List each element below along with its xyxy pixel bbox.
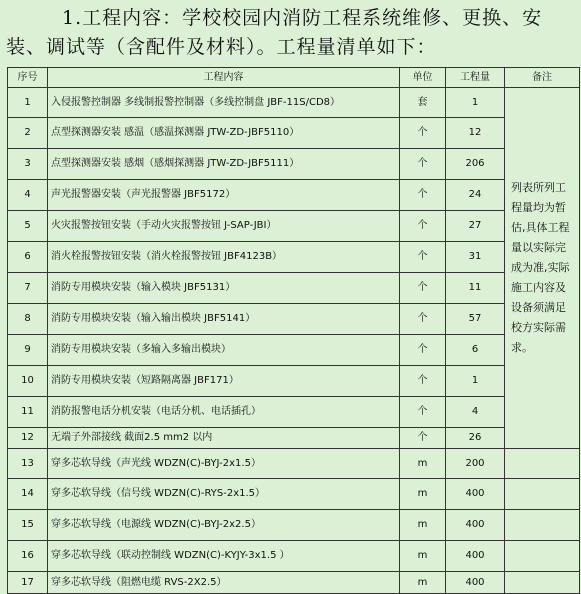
row-number: 4	[8, 180, 48, 211]
row-unit: 个	[400, 211, 446, 242]
row-number: 10	[8, 366, 48, 397]
table-row	[8, 428, 580, 449]
row-number: 7	[8, 273, 48, 304]
table-row	[8, 118, 580, 149]
row-unit: 个	[400, 397, 446, 428]
row-content: 消防报警电话分机安装（电话分机、电话插孔）	[48, 397, 400, 428]
row-quantity: 400	[446, 510, 505, 541]
row-unit: m	[400, 572, 446, 594]
row-content: 穿多芯软导线（阻燃电缆 RVS-2X2.5）	[48, 572, 400, 594]
row-content: 点型探测器安装 感温（感温探测器 JTW-ZD-JBF5110）	[48, 118, 400, 149]
table-row	[8, 88, 580, 118]
row-content: 消火栓报警按钮安装（消火栓报警按钮 JBF4123B）	[48, 242, 400, 273]
table-row	[8, 397, 580, 428]
row-quantity: 31	[446, 242, 505, 273]
row-remark	[505, 541, 580, 572]
row-unit: 个	[400, 149, 446, 180]
row-unit: 套	[400, 88, 446, 118]
row-quantity: 11	[446, 273, 505, 304]
row-unit: m	[400, 449, 446, 479]
row-unit: m	[400, 479, 446, 510]
section-heading	[0, 0, 581, 62]
row-remark	[505, 510, 580, 541]
row-quantity: 400	[446, 541, 505, 572]
heading-line-1: 1.工程内容：学校校园内消防工程系统维修、更换、安	[62, 7, 543, 29]
table-body	[8, 88, 580, 594]
row-number: 2	[8, 118, 48, 149]
row-unit: 个	[400, 118, 446, 149]
row-number: 9	[8, 335, 48, 366]
table-row	[8, 180, 580, 211]
row-quantity: 27	[446, 211, 505, 242]
row-number: 15	[8, 510, 48, 541]
row-quantity: 24	[446, 180, 505, 211]
row-content: 入侵报警控制器 多线制报警控制器（多线控制盘 JBF-11S/CD8）	[48, 88, 400, 118]
row-unit: 个	[400, 180, 446, 211]
table-row	[8, 572, 580, 594]
row-content: 穿多芯软导线（联动控制线 WDZN(C)-KYJY-3x1.5 ）	[48, 541, 400, 572]
row-number: 5	[8, 211, 48, 242]
row-quantity: 206	[446, 149, 505, 180]
row-content: 声光报警器安装（声光报警器 JBF5172）	[48, 180, 400, 211]
row-content: 消防专用模块安装（输入输出模块 JBF5141）	[48, 304, 400, 335]
row-number: 3	[8, 149, 48, 180]
row-number: 11	[8, 397, 48, 428]
row-quantity: 26	[446, 428, 505, 449]
row-number: 13	[8, 449, 48, 479]
remark-note: 列表所列工程量均为暂估,具体工程量以实际完成为准,实际施工内容及设备须满足校方实际需求。	[505, 88, 580, 449]
header-content: 工程内容	[48, 68, 400, 88]
table-row	[8, 479, 580, 510]
heading-line-2: 装、调试等（含配件及材料）。工程量清单如下：	[6, 36, 437, 58]
row-content: 点型探测器安装 感烟（感烟探测器 JTW-ZD-JBF5111）	[48, 149, 400, 180]
row-number: 12	[8, 428, 48, 449]
row-quantity: 400	[446, 572, 505, 594]
row-content: 穿多芯软导线（声光线 WDZN(C)-BYJ-2x1.5）	[48, 449, 400, 479]
table-header-row	[8, 68, 580, 88]
row-number: 16	[8, 541, 48, 572]
row-unit: 个	[400, 273, 446, 304]
row-quantity: 6	[446, 335, 505, 366]
row-content: 消防专用模块安装（多输入多输出模块）	[48, 335, 400, 366]
row-unit: 个	[400, 428, 446, 449]
row-number: 17	[8, 572, 48, 594]
row-unit: m	[400, 510, 446, 541]
table-row	[8, 304, 580, 335]
quantity-table	[7, 67, 580, 594]
row-quantity: 1	[446, 366, 505, 397]
row-quantity: 1	[446, 88, 505, 118]
row-content: 无端子外部接线 截面2.5 mm2 以内	[48, 428, 400, 449]
row-unit: 个	[400, 366, 446, 397]
row-quantity: 57	[446, 304, 505, 335]
table-row	[8, 510, 580, 541]
header-note: 备注	[505, 68, 580, 88]
table-row	[8, 335, 580, 366]
table-row	[8, 149, 580, 180]
row-quantity: 4	[446, 397, 505, 428]
row-remark	[505, 449, 580, 479]
row-remark	[505, 479, 580, 510]
header-no: 序号	[8, 68, 48, 88]
row-quantity: 12	[446, 118, 505, 149]
row-content: 穿多芯软导线（电源线 WDZN(C)-BYJ-2x2.5）	[48, 510, 400, 541]
row-number: 8	[8, 304, 48, 335]
row-number: 6	[8, 242, 48, 273]
table-row	[8, 366, 580, 397]
row-unit: 个	[400, 335, 446, 366]
table-row	[8, 273, 580, 304]
row-quantity: 200	[446, 449, 505, 479]
row-content: 火灾报警按钮安装（手动火灾报警按钮 J-SAP-JBI）	[48, 211, 400, 242]
table-row	[8, 449, 580, 479]
header-qty: 工程量	[446, 68, 505, 88]
row-number: 14	[8, 479, 48, 510]
row-unit: 个	[400, 304, 446, 335]
row-quantity: 400	[446, 479, 505, 510]
row-unit: 个	[400, 242, 446, 273]
table-row	[8, 541, 580, 572]
row-remark	[505, 572, 580, 594]
row-content: 穿多芯软导线（信号线 WDZN(C)-RYS-2x1.5）	[48, 479, 400, 510]
row-content: 消防专用模块安装（输入模块 JBF5131）	[48, 273, 400, 304]
row-content: 消防专用模块安装（短路隔离器 JBF171）	[48, 366, 400, 397]
table-row	[8, 242, 580, 273]
header-unit: 单位	[400, 68, 446, 88]
row-unit: m	[400, 541, 446, 572]
row-number: 1	[8, 88, 48, 118]
table-row	[8, 211, 580, 242]
